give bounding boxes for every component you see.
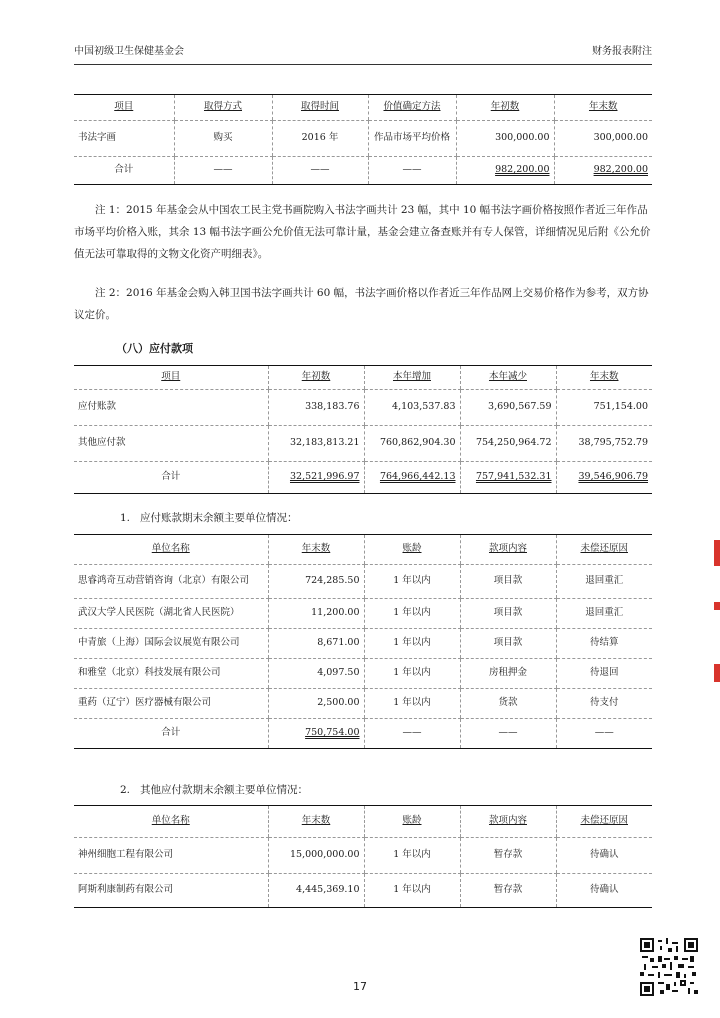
- col-header: 本年增加: [364, 366, 460, 390]
- cell: 338,183.76: [268, 390, 364, 426]
- table-header-row: [74, 95, 652, 121]
- subsection-1-title: 1. 应付账款期末余额主要单位情况：: [120, 512, 298, 524]
- total-row: [74, 719, 652, 749]
- cell: 房租押金: [460, 659, 556, 689]
- cell: 39,546,906.79: [556, 462, 652, 494]
- cell: 合计: [74, 719, 268, 749]
- col-header: 未偿还原因: [556, 535, 652, 565]
- cell: 757,941,532.31: [460, 462, 556, 494]
- cell: 2,500.00: [268, 689, 364, 719]
- cell: 4,445,369.10: [268, 874, 364, 908]
- col-header: 年初数: [456, 95, 554, 121]
- page-number: 17: [353, 980, 367, 993]
- col-header: 单位名称: [74, 535, 268, 565]
- cell: 754,250,964.72: [460, 426, 556, 462]
- cell: 1 年以内: [364, 565, 460, 599]
- cell: ——: [556, 719, 652, 749]
- col-header: 单位名称: [74, 806, 268, 838]
- header-org: 中国初级卫生保健基金会: [74, 46, 184, 57]
- cell: 982,200.00: [554, 157, 652, 185]
- cell: 32,183,813.21: [268, 426, 364, 462]
- cell: 中青旅（上海）国际会议展览有限公司: [74, 629, 268, 659]
- cell: 待支付: [556, 689, 652, 719]
- cell: 作品市场平均价格: [368, 121, 456, 157]
- col-header: 本年减少: [460, 366, 556, 390]
- table-header-row: [74, 366, 652, 390]
- table-row: [74, 629, 652, 659]
- cell: 3,690,567.59: [460, 390, 556, 426]
- cell: 神州细胞工程有限公司: [74, 838, 268, 874]
- cell: 合计: [74, 462, 268, 494]
- cell: 和雅堂（北京）科技发展有限公司: [74, 659, 268, 689]
- cell: 货款: [460, 689, 556, 719]
- page-header: [74, 40, 652, 65]
- cell: 重药（辽宁）医疗器械有限公司: [74, 689, 268, 719]
- cell: 4,097.50: [268, 659, 364, 689]
- col-header: 年初数: [268, 366, 364, 390]
- subsection-2-title: 2. 其他应付款期末余额主要单位情况：: [120, 784, 309, 796]
- cell: 724,285.50: [268, 565, 364, 599]
- cell: 阿斯利康制药有限公司: [74, 874, 268, 908]
- col-header: 未偿还原因: [556, 806, 652, 838]
- cell: 760,862,904.30: [364, 426, 460, 462]
- cell: 待结算: [556, 629, 652, 659]
- table-row: [74, 659, 652, 689]
- red-margin-mark: [714, 602, 720, 610]
- other-payables-detail-table: [74, 805, 652, 908]
- total-row: [74, 157, 652, 185]
- table-row: [74, 874, 652, 908]
- cell: 思睿鸿奇互动营销咨询（北京）有限公司: [74, 565, 268, 599]
- cell: 应付账款: [74, 390, 268, 426]
- col-header: 取得方式: [174, 95, 272, 121]
- cell: 38,795,752.79: [556, 426, 652, 462]
- cell: 暂存款: [460, 874, 556, 908]
- artwork-table: [74, 94, 652, 185]
- table-row: [74, 838, 652, 874]
- col-header: 账龄: [364, 806, 460, 838]
- cell: 1 年以内: [364, 599, 460, 629]
- note-2: 注 2：2016 年基金会购入韩卫国书法字画共计 60 幅，书法字画价格以作者近三年作品网上交易价格作为参考，双方协议定价。: [74, 287, 649, 321]
- cell: 合计: [74, 157, 174, 185]
- cell: ——: [368, 157, 456, 185]
- cell: 4,103,537.83: [364, 390, 460, 426]
- table-row: [74, 121, 652, 157]
- payables-summary-table: [74, 365, 652, 494]
- cell: 1 年以内: [364, 629, 460, 659]
- col-header: 项目: [74, 95, 174, 121]
- red-margin-mark: [714, 664, 720, 682]
- cell: 750,754.00: [268, 719, 364, 749]
- cell: 项目款: [460, 599, 556, 629]
- total-row: [74, 462, 652, 494]
- cell: 待确认: [556, 874, 652, 908]
- cell: 待退回: [556, 659, 652, 689]
- cell: 暂存款: [460, 838, 556, 874]
- cell: 1 年以内: [364, 838, 460, 874]
- cell: 2016 年: [272, 121, 368, 157]
- col-header: 取得时间: [272, 95, 368, 121]
- table-header-row: [74, 806, 652, 838]
- col-header: 年末数: [268, 535, 364, 565]
- qr-code-icon: [640, 938, 698, 996]
- cell: 1 年以内: [364, 689, 460, 719]
- table-header-row: [74, 535, 652, 565]
- cell: 退回重汇: [556, 599, 652, 629]
- cell: 项目款: [460, 565, 556, 599]
- accounts-payable-detail-table: [74, 534, 652, 749]
- col-header: 年末数: [556, 366, 652, 390]
- cell: 1 年以内: [364, 874, 460, 908]
- cell: 退回重汇: [556, 565, 652, 599]
- cell: 11,200.00: [268, 599, 364, 629]
- table-row: [74, 689, 652, 719]
- col-header: 价值确定方法: [368, 95, 456, 121]
- cell: ——: [364, 719, 460, 749]
- cell: 764,966,442.13: [364, 462, 460, 494]
- cell: 项目款: [460, 629, 556, 659]
- note-1: 注 1：2015 年基金会从中国农工民主党书画院购入书法字画共计 23 幅，其中 10 幅书法字画价格按照作者近三年作品市场平均价格入账，其余 13 幅书法字画公允价值无法可靠计量，基金会建立备查账并有专人保管，详细情况见后附《公允价值无法可靠取得的文物文化资产明细表》。: [74, 204, 651, 260]
- cell: 1 年以内: [364, 659, 460, 689]
- red-margin-mark: [714, 540, 720, 566]
- cell: ——: [460, 719, 556, 749]
- col-header: 年末数: [554, 95, 652, 121]
- cell: ——: [272, 157, 368, 185]
- table-row: [74, 599, 652, 629]
- col-header: 账龄: [364, 535, 460, 565]
- cell: 书法字画: [74, 121, 174, 157]
- table-row: [74, 565, 652, 599]
- table-row: [74, 390, 652, 426]
- cell: 待确认: [556, 838, 652, 874]
- cell: 武汉大学人民医院（湖北省人民医院）: [74, 599, 268, 629]
- cell: 32,521,996.97: [268, 462, 364, 494]
- cell: 其他应付款: [74, 426, 268, 462]
- cell: ——: [174, 157, 272, 185]
- col-header: 项目: [74, 366, 268, 390]
- cell: 8,671.00: [268, 629, 364, 659]
- cell: 300,000.00: [456, 121, 554, 157]
- table-row: [74, 426, 652, 462]
- cell: 购买: [174, 121, 272, 157]
- cell: 751,154.00: [556, 390, 652, 426]
- cell: 15,000,000.00: [268, 838, 364, 874]
- header-doc-title: 财务报表附注: [592, 46, 652, 57]
- section-title: （八）应付款项: [116, 342, 193, 355]
- cell: 300,000.00: [554, 121, 652, 157]
- cell: 982,200.00: [456, 157, 554, 185]
- col-header: 款项内容: [460, 806, 556, 838]
- col-header: 款项内容: [460, 535, 556, 565]
- col-header: 年末数: [268, 806, 364, 838]
